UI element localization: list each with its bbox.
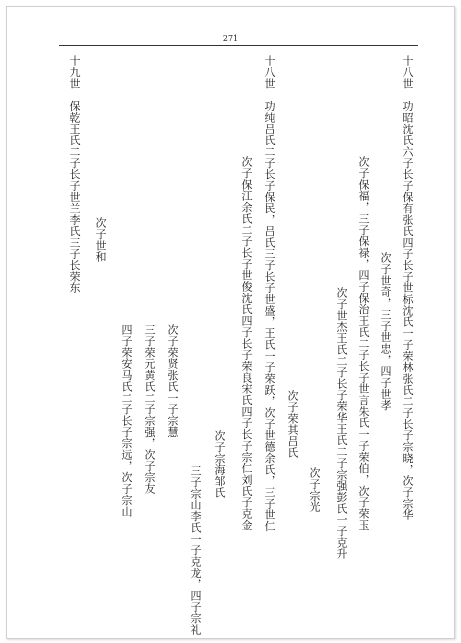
page-number: 271 (222, 34, 239, 43)
genealogy-line-6: 十八世 功纯吕氏二子长子保民，吕氏三子长子世盛，王氏一子荣跃，次子世德余氏，三子世仁 (263, 55, 276, 532)
genealogy-line-13: 四子荣安马氏二子长子宗远，次子宗山 (120, 324, 133, 517)
genealogy-line-5: 次子宗光 (308, 467, 321, 513)
genealogy-line-4: 次子世杰王氏二子长子荣华王氏二子宗强彭氏一子克升 (335, 287, 348, 560)
genealogy-line-2: 次子世奇，三子世忠，四子世孝 (379, 252, 392, 411)
document-page (6, 6, 455, 639)
genealogy-line-9: 次子宗海邹氏 (213, 430, 226, 499)
genealogy-line-11: 次子荣贤张氏一子宗慧 (166, 324, 179, 438)
genealogy-line-12: 三子荣元黄氏二子宗强，次子宗友 (143, 324, 156, 495)
genealogy-line-8: 次子保江余氏二子长子世俊沈氏四子长子荣良宋氏四子长子宗仁刘氏子克金 (240, 156, 253, 531)
header-rule (59, 45, 418, 46)
genealogy-line-10: 三子宗山李氏一子克龙，四子宗礼 (189, 465, 202, 636)
genealogy-line-3: 次子保福，三子保禄，四子保治王氏二子长子世言朱氏一子荣伯，次子荣玉 (357, 156, 370, 531)
genealogy-line-7: 次子荣其吕氏 (286, 390, 299, 459)
genealogy-line-15: 十九世 保乾王氏二子长子世兰李氏三子长荣东 (68, 55, 81, 294)
genealogy-line-14: 次子世和 (94, 217, 107, 263)
genealogy-line-1: 十八世 功昭沈氏六子长子保有张氏四子长子世标沈氏一子荣林张氏二子长子宗晓，次子宗华 (401, 55, 414, 521)
